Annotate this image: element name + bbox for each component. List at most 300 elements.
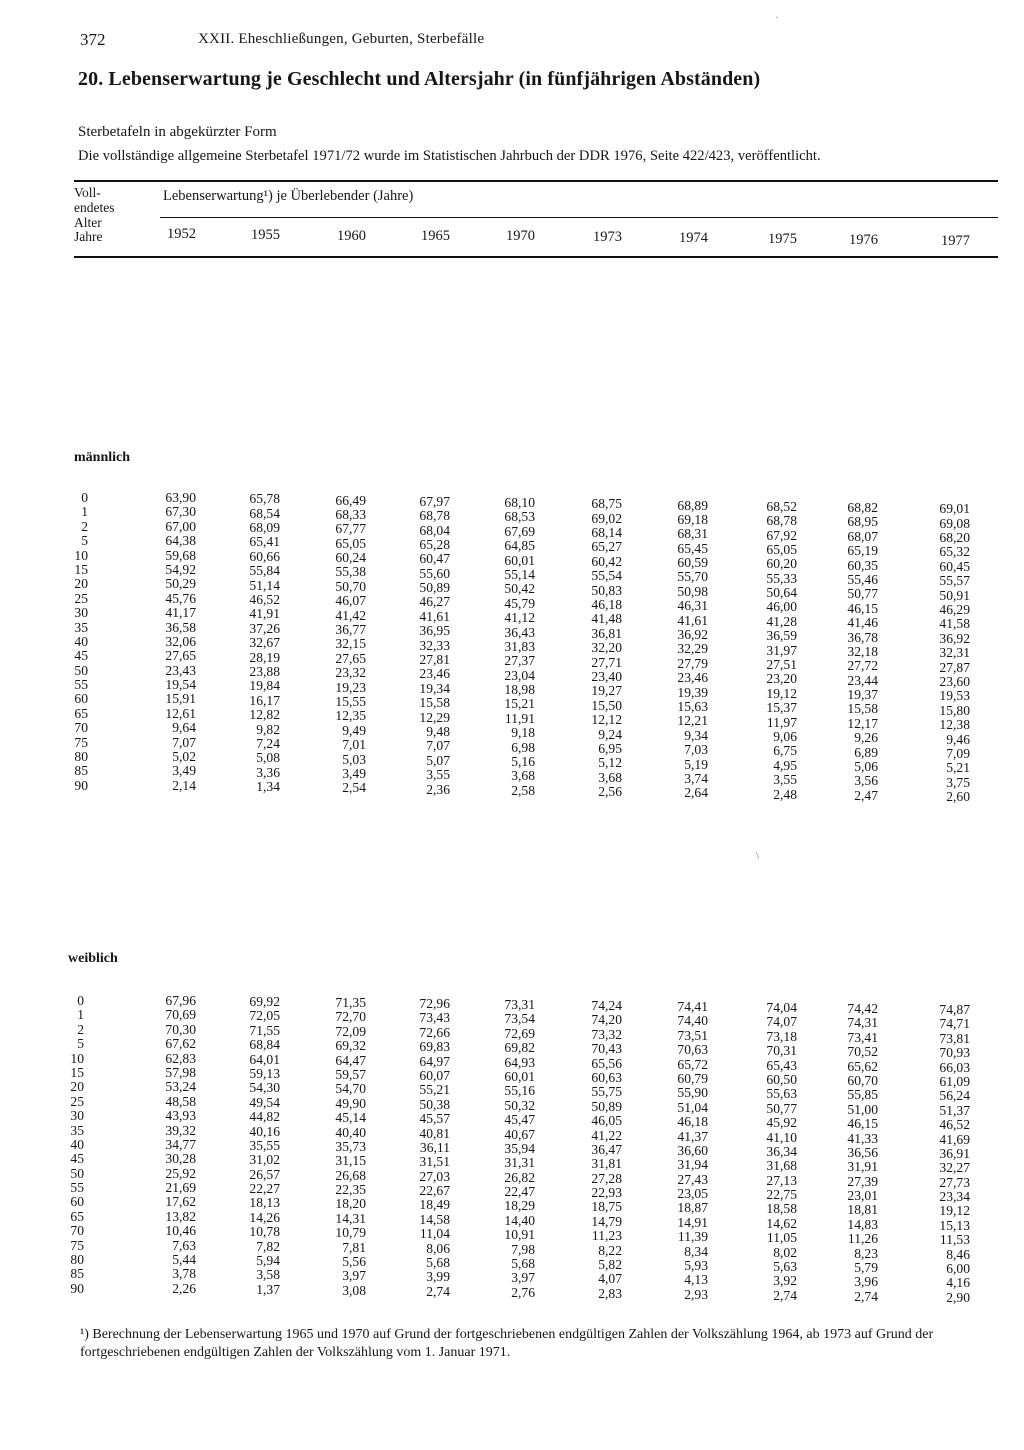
value-cell: 46,15 xyxy=(847,600,878,616)
year-header: 1977 xyxy=(941,233,970,249)
value-cell: 67,62 xyxy=(165,1036,196,1052)
value-cell: 68,10 xyxy=(504,495,535,510)
value-cell: 3,74 xyxy=(684,770,708,786)
value-cell: 41,33 xyxy=(847,1130,878,1146)
value-cell: 23,20 xyxy=(766,671,797,687)
section-label-female: weiblich xyxy=(68,951,118,966)
value-cell: 43,93 xyxy=(165,1108,196,1124)
age-cell: 70 xyxy=(70,1223,84,1239)
value-cell: 2,36 xyxy=(426,781,450,797)
value-cell: 64,01 xyxy=(249,1051,280,1067)
value-cell: 6,75 xyxy=(773,743,797,759)
value-cell: 73,18 xyxy=(766,1028,797,1044)
age-cell: 45 xyxy=(70,1151,84,1167)
value-cell: 69,18 xyxy=(677,511,708,527)
value-cell: 69,83 xyxy=(419,1039,450,1055)
age-cell: 10 xyxy=(74,547,88,563)
value-cell: 64,97 xyxy=(419,1053,450,1069)
value-cell: 55,75 xyxy=(591,1084,622,1100)
year-header: 1970 xyxy=(506,228,535,244)
value-cell: 5,82 xyxy=(598,1257,622,1273)
value-cell: 50,77 xyxy=(766,1100,797,1116)
age-cell: 40 xyxy=(74,633,88,649)
age-cell: 30 xyxy=(74,605,88,621)
value-cell: 14,58 xyxy=(419,1211,450,1227)
value-cell: 19,53 xyxy=(939,688,970,704)
value-cell: 32,20 xyxy=(591,640,622,656)
value-cell: 36,91 xyxy=(939,1145,970,1161)
value-cell: 68,53 xyxy=(504,509,535,525)
value-cell: 9,06 xyxy=(773,729,797,744)
year-column-1977 xyxy=(910,502,970,804)
age-cell: 50 xyxy=(70,1165,84,1181)
value-cell: 54,70 xyxy=(335,1081,366,1097)
value-cell: 10,78 xyxy=(249,1224,280,1240)
value-cell: 65,05 xyxy=(766,541,797,557)
value-cell: 16,17 xyxy=(249,692,280,708)
value-cell: 19,54 xyxy=(165,677,196,693)
value-cell: 2,74 xyxy=(773,1287,797,1303)
value-cell: 50,64 xyxy=(766,585,797,601)
value-cell: 50,29 xyxy=(165,576,196,592)
value-cell: 48,58 xyxy=(165,1093,196,1109)
value-cell: 23,40 xyxy=(591,668,622,684)
value-cell: 7,98 xyxy=(511,1241,535,1257)
age-cell: 55 xyxy=(70,1180,84,1196)
value-cell: 2,60 xyxy=(946,789,970,805)
value-cell: 74,31 xyxy=(847,1015,878,1031)
value-cell: 36,92 xyxy=(677,627,708,643)
value-cell: 50,70 xyxy=(335,578,366,594)
value-cell: 26,68 xyxy=(335,1167,366,1183)
value-cell: 67,69 xyxy=(504,523,535,539)
value-cell: 5,08 xyxy=(256,750,280,766)
value-cell: 46,27 xyxy=(419,594,450,610)
value-cell: 55,57 xyxy=(939,573,970,589)
age-cell: 35 xyxy=(74,619,88,635)
value-cell: 7,07 xyxy=(426,738,450,754)
value-cell: 23,04 xyxy=(504,667,535,683)
age-cell: 1 xyxy=(81,504,88,520)
value-cell: 36,77 xyxy=(335,622,366,638)
header-divider xyxy=(160,217,998,218)
scan-mark: \ xyxy=(756,850,760,862)
value-cell: 31,51 xyxy=(419,1154,450,1170)
value-cell: 74,42 xyxy=(847,1001,878,1016)
value-cell: 32,15 xyxy=(335,636,366,652)
stub-header-line: Jahre xyxy=(74,229,103,245)
value-cell: 23,88 xyxy=(249,663,280,679)
value-cell: 19,39 xyxy=(677,684,708,700)
value-cell: 5,44 xyxy=(172,1252,196,1268)
age-cell: 25 xyxy=(70,1093,84,1109)
value-cell: 14,83 xyxy=(847,1216,878,1232)
value-cell: 18,75 xyxy=(591,1199,622,1215)
value-cell: 3,49 xyxy=(172,763,196,779)
value-cell: 66,03 xyxy=(939,1059,970,1075)
value-cell: 68,82 xyxy=(847,500,878,515)
age-column xyxy=(66,491,88,793)
age-cell: 2 xyxy=(81,518,88,534)
value-cell: 41,28 xyxy=(766,613,797,629)
value-cell: 3,49 xyxy=(342,765,366,781)
value-cell: 23,46 xyxy=(419,666,450,682)
value-cell: 54,30 xyxy=(249,1080,280,1096)
year-column-1973 xyxy=(562,999,622,1301)
value-cell: 3,96 xyxy=(854,1274,878,1290)
value-cell: 60,20 xyxy=(766,556,797,572)
value-cell: 3,55 xyxy=(773,772,797,788)
value-cell: 46,52 xyxy=(249,591,280,607)
value-cell: 8,23 xyxy=(854,1245,878,1261)
value-cell: 36,43 xyxy=(504,624,535,640)
value-cell: 60,42 xyxy=(591,553,622,569)
value-cell: 60,01 xyxy=(504,552,535,568)
value-cell: 64,93 xyxy=(504,1054,535,1070)
value-cell: 41,42 xyxy=(335,607,366,623)
value-cell: 50,89 xyxy=(419,580,450,596)
value-cell: 41,61 xyxy=(419,608,450,624)
value-cell: 26,82 xyxy=(504,1169,535,1185)
value-cell: 14,26 xyxy=(249,1209,280,1225)
value-cell: 73,32 xyxy=(591,1026,622,1042)
value-cell: 10,79 xyxy=(335,1225,366,1241)
value-cell: 12,17 xyxy=(847,715,878,731)
header-bottom-rule xyxy=(74,256,998,258)
year-column-1970 xyxy=(475,998,535,1300)
value-cell: 49,90 xyxy=(335,1095,366,1111)
table-title: 20. Lebenserwartung je Geschlecht und Altersjahr (in fünfjährigen Abständen) xyxy=(78,68,761,90)
value-cell: 59,13 xyxy=(249,1065,280,1081)
year-header: 1952 xyxy=(167,226,196,242)
value-cell: 9,64 xyxy=(172,720,196,736)
value-cell: 7,81 xyxy=(342,1239,366,1255)
value-cell: 64,85 xyxy=(504,538,535,554)
value-cell: 27,03 xyxy=(419,1168,450,1184)
value-cell: 2,47 xyxy=(854,787,878,803)
value-cell: 67,92 xyxy=(766,527,797,543)
value-cell: 74,40 xyxy=(677,1013,708,1029)
value-cell: 55,90 xyxy=(677,1085,708,1101)
value-cell: 67,00 xyxy=(165,518,196,534)
value-cell: 3,92 xyxy=(773,1273,797,1289)
value-cell: 12,82 xyxy=(249,707,280,723)
year-header: 1976 xyxy=(849,232,878,248)
value-cell: 30,28 xyxy=(165,1151,196,1167)
value-cell: 9,26 xyxy=(854,730,878,746)
value-cell: 64,47 xyxy=(335,1052,366,1068)
value-cell: 37,26 xyxy=(249,620,280,636)
value-cell: 7,09 xyxy=(946,745,970,761)
value-cell: 2,76 xyxy=(511,1284,535,1300)
value-cell: 65,62 xyxy=(847,1058,878,1074)
value-cell: 50,89 xyxy=(591,1098,622,1114)
value-cell: 69,82 xyxy=(504,1040,535,1056)
value-cell: 18,58 xyxy=(766,1201,797,1217)
value-cell: 11,23 xyxy=(591,1228,622,1244)
value-cell: 66,49 xyxy=(335,492,366,508)
value-cell: 2,74 xyxy=(854,1288,878,1304)
value-cell: 3,56 xyxy=(854,773,878,789)
age-cell: 10 xyxy=(70,1050,84,1066)
value-cell: 5,63 xyxy=(773,1259,797,1275)
value-cell: 5,68 xyxy=(511,1256,535,1272)
value-cell: 2,56 xyxy=(598,784,622,800)
value-cell: 55,54 xyxy=(591,568,622,584)
value-cell: 9,48 xyxy=(426,724,450,739)
value-cell: 12,21 xyxy=(677,713,708,729)
value-cell: 12,29 xyxy=(419,709,450,725)
value-cell: 5,16 xyxy=(511,754,535,770)
value-cell: 15,63 xyxy=(677,698,708,714)
year-column-1952 xyxy=(136,994,196,1296)
value-cell: 70,30 xyxy=(165,1021,196,1037)
value-cell: 35,73 xyxy=(335,1138,366,1154)
year-column-1977 xyxy=(910,1003,970,1305)
value-cell: 2,54 xyxy=(342,780,366,796)
value-cell: 19,34 xyxy=(419,680,450,696)
value-cell: 68,31 xyxy=(677,526,708,542)
stub-header-line: Alter xyxy=(74,214,102,230)
value-cell: 18,20 xyxy=(335,1196,366,1212)
value-cell: 65,41 xyxy=(249,534,280,550)
value-cell: 5,93 xyxy=(684,1258,708,1274)
value-cell: 68,95 xyxy=(847,514,878,530)
value-cell: 45,57 xyxy=(419,1111,450,1127)
value-cell: 5,94 xyxy=(256,1253,280,1269)
value-cell: 5,02 xyxy=(172,749,196,765)
value-cell: 23,44 xyxy=(847,672,878,688)
value-cell: 22,35 xyxy=(335,1182,366,1198)
value-cell: 11,39 xyxy=(677,1229,708,1245)
value-cell: 41,91 xyxy=(249,606,280,622)
value-cell: 32,31 xyxy=(939,645,970,661)
value-cell: 27,79 xyxy=(677,655,708,671)
year-column-1965 xyxy=(390,495,450,797)
value-cell: 63,90 xyxy=(165,490,196,505)
value-cell: 46,00 xyxy=(766,599,797,615)
value-cell: 54,92 xyxy=(165,561,196,577)
value-cell: 69,01 xyxy=(939,501,970,517)
year-column-1974 xyxy=(648,499,708,801)
year-column-1960 xyxy=(306,996,366,1298)
value-cell: 18,98 xyxy=(504,682,535,698)
value-cell: 74,07 xyxy=(766,1014,797,1030)
value-cell: 71,35 xyxy=(335,995,366,1010)
value-cell: 22,93 xyxy=(591,1185,622,1201)
age-cell: 65 xyxy=(70,1208,84,1224)
value-cell: 4,95 xyxy=(773,757,797,773)
value-cell: 74,71 xyxy=(939,1016,970,1032)
age-cell: 15 xyxy=(70,1064,84,1080)
value-cell: 11,91 xyxy=(504,710,535,726)
top-rule xyxy=(74,180,998,182)
value-cell: 22,27 xyxy=(249,1181,280,1197)
value-cell: 34,77 xyxy=(165,1136,196,1152)
age-cell: 85 xyxy=(74,763,88,779)
value-cell: 41,10 xyxy=(766,1129,797,1145)
value-cell: 65,19 xyxy=(847,543,878,559)
value-cell: 65,05 xyxy=(335,535,366,551)
value-cell: 68,33 xyxy=(335,506,366,522)
value-cell: 12,38 xyxy=(939,717,970,733)
value-cell: 12,61 xyxy=(165,705,196,721)
value-cell: 22,75 xyxy=(766,1187,797,1203)
value-cell: 55,63 xyxy=(766,1086,797,1102)
value-cell: 2,83 xyxy=(598,1285,622,1301)
value-cell: 22,47 xyxy=(504,1184,535,1200)
value-cell: 7,01 xyxy=(342,737,366,753)
age-cell: 60 xyxy=(74,691,88,707)
year-header: 1973 xyxy=(593,229,622,245)
age-cell: 75 xyxy=(70,1237,84,1253)
value-cell: 62,83 xyxy=(165,1050,196,1066)
value-cell: 73,31 xyxy=(504,997,535,1012)
year-column-1974 xyxy=(648,1000,708,1302)
value-cell: 32,29 xyxy=(677,641,708,657)
value-cell: 50,38 xyxy=(419,1096,450,1112)
value-cell: 22,67 xyxy=(419,1183,450,1199)
value-cell: 41,37 xyxy=(677,1128,708,1144)
value-cell: 55,14 xyxy=(504,566,535,582)
value-cell: 27,39 xyxy=(847,1173,878,1189)
value-cell: 19,37 xyxy=(847,687,878,703)
value-cell: 9,82 xyxy=(256,721,280,737)
value-cell: 41,22 xyxy=(591,1127,622,1143)
value-cell: 50,42 xyxy=(504,581,535,597)
value-cell: 11,05 xyxy=(766,1230,797,1246)
age-cell: 90 xyxy=(70,1280,84,1296)
value-cell: 65,78 xyxy=(249,491,280,507)
value-cell: 65,56 xyxy=(591,1055,622,1071)
value-cell: 50,98 xyxy=(677,583,708,599)
value-cell: 15,58 xyxy=(847,701,878,717)
year-header: 1975 xyxy=(768,231,797,247)
value-cell: 7,63 xyxy=(172,1237,196,1253)
value-cell: 3,97 xyxy=(511,1270,535,1286)
age-cell: 80 xyxy=(70,1252,84,1268)
value-cell: 36,58 xyxy=(165,619,196,635)
value-cell: 55,33 xyxy=(766,570,797,586)
value-cell: 46,07 xyxy=(335,593,366,609)
stub-header xyxy=(74,186,114,245)
value-cell: 27,73 xyxy=(939,1174,970,1190)
value-cell: 45,14 xyxy=(335,1110,366,1126)
value-cell: 31,83 xyxy=(504,638,535,654)
value-cell: 25,92 xyxy=(165,1165,196,1181)
value-cell: 2,14 xyxy=(172,777,196,793)
value-cell: 7,24 xyxy=(256,735,280,751)
value-cell: 46,31 xyxy=(677,598,708,614)
value-cell: 36,81 xyxy=(591,625,622,641)
year-column-1960 xyxy=(306,494,366,796)
value-cell: 6,95 xyxy=(598,740,622,756)
value-cell: 31,02 xyxy=(249,1152,280,1168)
year-column-1973 xyxy=(562,497,622,799)
value-cell: 27,71 xyxy=(591,654,622,670)
value-cell: 72,70 xyxy=(335,1009,366,1025)
year-column-1955 xyxy=(220,492,280,794)
age-cell: 60 xyxy=(70,1194,84,1210)
value-cell: 15,80 xyxy=(939,702,970,718)
value-cell: 59,57 xyxy=(335,1066,366,1082)
value-cell: 5,56 xyxy=(342,1254,366,1270)
value-cell: 19,23 xyxy=(335,679,366,695)
value-cell: 44,82 xyxy=(249,1109,280,1125)
value-cell: 8,02 xyxy=(773,1244,797,1260)
value-cell: 55,38 xyxy=(335,564,366,580)
year-header: 1960 xyxy=(337,228,366,244)
value-cell: 68,75 xyxy=(591,496,622,512)
value-cell: 11,97 xyxy=(766,714,797,730)
scan-mark: · xyxy=(775,12,779,24)
year-column-1975 xyxy=(737,500,797,802)
stub-header-line: Voll- xyxy=(74,185,101,200)
value-cell: 5,79 xyxy=(854,1260,878,1276)
value-cell: 14,40 xyxy=(504,1212,535,1228)
age-cell: 75 xyxy=(74,734,88,750)
value-cell: 55,85 xyxy=(847,1087,878,1103)
year-column-1965 xyxy=(390,997,450,1299)
value-cell: 19,27 xyxy=(591,683,622,699)
year-column-1970 xyxy=(475,496,535,798)
value-cell: 46,18 xyxy=(591,596,622,612)
value-cell: 12,12 xyxy=(591,712,622,728)
value-cell: 27,65 xyxy=(165,648,196,664)
value-cell: 27,65 xyxy=(335,650,366,666)
value-cell: 40,16 xyxy=(249,1123,280,1139)
value-cell: 46,52 xyxy=(939,1117,970,1133)
stub-header-line: endetes xyxy=(74,199,115,215)
value-cell: 6,98 xyxy=(511,739,535,755)
value-cell: 46,15 xyxy=(847,1116,878,1132)
value-cell: 26,57 xyxy=(249,1166,280,1182)
value-cell: 67,96 xyxy=(165,993,196,1008)
year-column-1976 xyxy=(818,1002,878,1304)
value-cell: 19,84 xyxy=(249,678,280,694)
value-cell: 23,46 xyxy=(677,670,708,686)
value-cell: 32,06 xyxy=(165,633,196,649)
value-cell: 32,27 xyxy=(939,1160,970,1176)
value-cell: 68,09 xyxy=(249,520,280,536)
age-cell: 15 xyxy=(74,561,88,577)
value-cell: 9,24 xyxy=(598,726,622,742)
running-head: XXII. Eheschließungen, Geburten, Sterbefälle xyxy=(198,31,485,47)
value-cell: 73,51 xyxy=(677,1027,708,1043)
value-cell: 71,55 xyxy=(249,1022,280,1038)
value-cell: 72,66 xyxy=(419,1024,450,1040)
value-cell: 14,62 xyxy=(766,1215,797,1231)
value-cell: 55,60 xyxy=(419,565,450,581)
age-cell: 0 xyxy=(81,490,88,505)
value-cell: 2,74 xyxy=(426,1283,450,1299)
age-cell: 20 xyxy=(70,1079,84,1095)
value-cell: 6,00 xyxy=(946,1261,970,1277)
value-cell: 72,96 xyxy=(419,996,450,1011)
value-cell: 74,20 xyxy=(591,1012,622,1028)
value-cell: 27,87 xyxy=(939,659,970,675)
value-cell: 23,01 xyxy=(847,1188,878,1204)
value-cell: 60,07 xyxy=(419,1067,450,1083)
value-cell: 45,76 xyxy=(165,590,196,606)
value-cell: 61,09 xyxy=(939,1073,970,1089)
value-cell: 2,64 xyxy=(684,785,708,801)
value-cell: 31,15 xyxy=(335,1153,366,1169)
value-cell: 45,47 xyxy=(504,1112,535,1128)
value-cell: 72,69 xyxy=(504,1025,535,1041)
age-cell: 25 xyxy=(74,590,88,606)
value-cell: 46,05 xyxy=(591,1113,622,1129)
